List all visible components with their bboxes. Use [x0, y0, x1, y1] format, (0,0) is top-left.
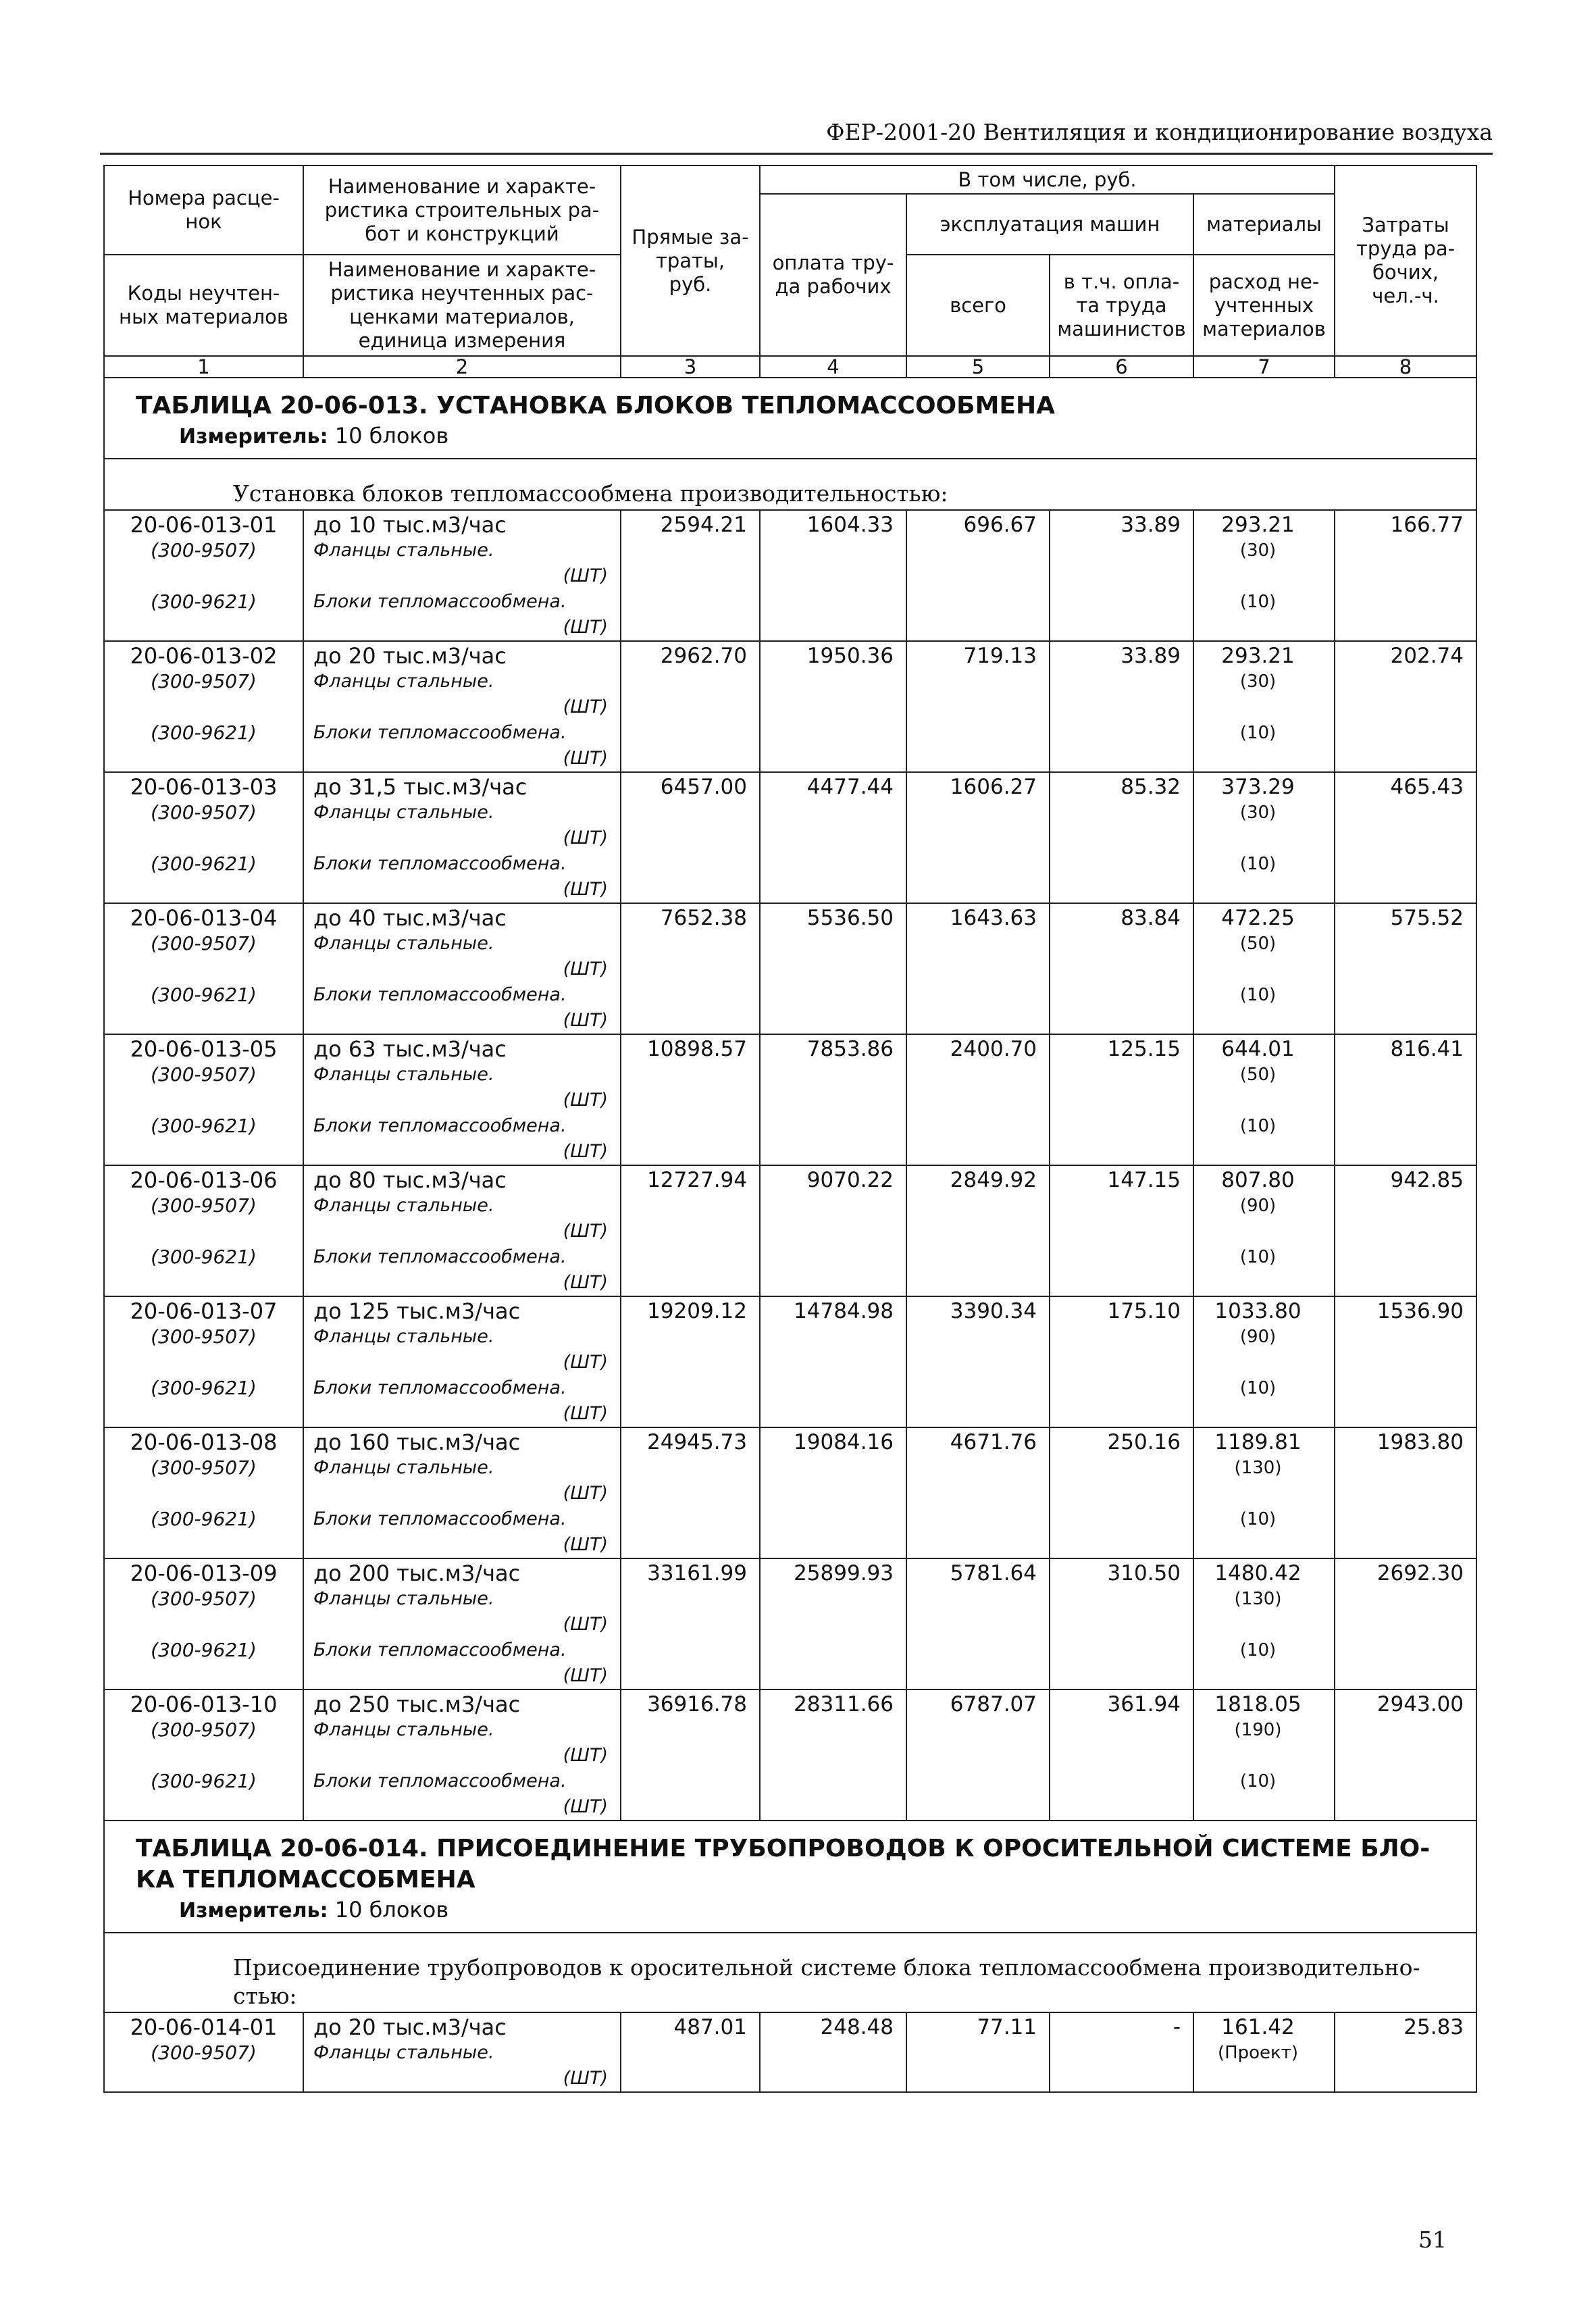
- table14-title: ТАБЛИЦА 20-06-014. ПРИСОЕДИНЕНИЕ ТРУБОПРОВОДОВ К ОРОСИТЕЛЬНОЙ СИСТЕМЕ БЛО- КА ТЕПЛОМАССОБМЕНА: [104, 1821, 1476, 1896]
- work-name-cell: [303, 641, 621, 772]
- table13-measure: Измеритель: 10 блоков: [104, 422, 1476, 459]
- material-name: Блоки тепломассообмена.: [313, 1246, 567, 1267]
- column-number: 7: [1193, 356, 1335, 378]
- direct-cost: 36916.78: [621, 1689, 760, 1821]
- machine-cost: 6787.07: [906, 1689, 1050, 1821]
- machine-cost: 1643.63: [906, 903, 1050, 1034]
- material-unit: (ШТ): [563, 1796, 608, 1817]
- direct-cost: 24945.73: [621, 1427, 760, 1558]
- table14-measure: Измеритель: 10 блоков: [104, 1896, 1476, 1933]
- spacer: [105, 615, 303, 640]
- material-code: (300-9621): [151, 853, 257, 875]
- rate-code: 20-06-013-06: [130, 1167, 278, 1193]
- spacer: [105, 1139, 303, 1165]
- machinist-cost: 85.32: [1050, 772, 1193, 903]
- hdr-col1-top: Номера расце- нок: [104, 166, 303, 255]
- rate-code: 20-06-013-04: [130, 905, 278, 931]
- material-qty: (30): [1239, 671, 1277, 692]
- table13-title: ТАБЛИЦА 20-06-013. УСТАНОВКА БЛОКОВ ТЕПЛОМАССООБМЕНА: [104, 378, 1476, 422]
- spacer: [1194, 563, 1322, 589]
- hdr-incl: В том числе, руб.: [760, 166, 1335, 194]
- rate-code: 20-06-013-08: [130, 1429, 278, 1455]
- spacer: [105, 1743, 303, 1769]
- spacer: [105, 1401, 303, 1427]
- machine-cost: 1606.27: [906, 772, 1050, 903]
- column-number: 3: [621, 356, 760, 378]
- rate-code: 20-06-013-05: [130, 1036, 278, 1062]
- material-code: (300-9507): [151, 1719, 257, 1741]
- labor-cost: 28311.66: [760, 1689, 906, 1821]
- spacer: [105, 1532, 303, 1558]
- material-qty: (10): [1239, 1378, 1277, 1398]
- labor-cost: 5536.50: [760, 903, 906, 1034]
- material-qty: (10): [1239, 1771, 1277, 1791]
- materials-cost: 161.42: [1221, 2015, 1295, 2039]
- table-row: [104, 903, 1476, 1034]
- machinist-cost: 125.15: [1050, 1034, 1193, 1165]
- materials-cost: 1189.81: [1214, 1430, 1302, 1454]
- material-qty: (Проект): [1217, 2043, 1299, 2063]
- material-name: Фланцы стальные.: [313, 802, 494, 823]
- rate-code-cell: [104, 510, 303, 641]
- material-code: (300-9621): [151, 1246, 257, 1268]
- spacer: [105, 1612, 303, 1637]
- rate-code-cell: [104, 903, 303, 1034]
- material-unit: (ШТ): [563, 2068, 608, 2089]
- material-code: (300-9621): [151, 1639, 257, 1661]
- materials-cost: 1033.80: [1214, 1299, 1302, 1323]
- material-code: (300-9621): [151, 1508, 257, 1530]
- labor-hours: 575.52: [1335, 903, 1476, 1034]
- material-name: Блоки тепломассообмена.: [313, 1115, 567, 1136]
- material-code: (300-9507): [151, 932, 257, 955]
- machinist-cost: 250.16: [1050, 1427, 1193, 1558]
- material-code: (300-9507): [151, 1456, 257, 1479]
- machine-cost: 3390.34: [906, 1296, 1050, 1427]
- material-qty: (30): [1239, 540, 1277, 561]
- rate-code-cell: [104, 1689, 303, 1821]
- spacer: [1194, 694, 1322, 720]
- hdr-mach: эксплуатация машин: [906, 194, 1193, 255]
- spacer: [1194, 825, 1322, 851]
- material-qty: (30): [1239, 803, 1277, 823]
- work-name: до 20 тыс.м3/час: [313, 2014, 507, 2040]
- spacer: [1194, 1743, 1322, 1769]
- spacer: [1194, 1088, 1322, 1113]
- material-name: Фланцы стальные.: [313, 1064, 494, 1085]
- spacer: [105, 1794, 303, 1820]
- table-row: [104, 510, 1476, 641]
- materials-cell: [1193, 1558, 1335, 1689]
- labor-cost: 1950.36: [760, 641, 906, 772]
- spacer: [1194, 957, 1322, 982]
- machine-cost: 719.13: [906, 641, 1050, 772]
- material-unit: (ШТ): [563, 959, 608, 980]
- spacer: [105, 877, 303, 903]
- direct-cost: 33161.99: [621, 1558, 760, 1689]
- labor-hours: 2692.30: [1335, 1558, 1476, 1689]
- table-row: [104, 1296, 1476, 1427]
- materials-cost: 373.29: [1221, 775, 1295, 799]
- rate-code-cell: [104, 772, 303, 903]
- material-unit: (ШТ): [563, 828, 608, 848]
- labor-cost: 7853.86: [760, 1034, 906, 1165]
- machine-cost: 2849.92: [906, 1165, 1050, 1296]
- material-code: (300-9507): [151, 670, 257, 692]
- work-name: до 160 тыс.м3/час: [313, 1429, 521, 1455]
- material-unit: (ШТ): [563, 879, 608, 900]
- column-numbers-row: [104, 356, 1476, 378]
- material-name: Фланцы стальные.: [313, 2042, 494, 2063]
- material-qty: (10): [1239, 592, 1277, 612]
- work-name: до 80 тыс.м3/час: [313, 1167, 507, 1193]
- spacer: [105, 694, 303, 720]
- table-row: [104, 1034, 1476, 1165]
- rate-code: 20-06-013-07: [130, 1298, 278, 1324]
- materials-cost: 472.25: [1221, 906, 1295, 930]
- work-name: до 250 тыс.м3/час: [313, 1692, 521, 1717]
- material-code: (300-9507): [151, 2041, 257, 2064]
- material-qty: (50): [1239, 934, 1277, 954]
- material-qty: (90): [1239, 1327, 1277, 1347]
- work-name: до 20 тыс.м3/час: [313, 643, 507, 669]
- rate-code: 20-06-014-01: [130, 2014, 278, 2040]
- direct-cost: 7652.38: [621, 903, 760, 1034]
- hdr-col7: расход не- учтенных материалов: [1193, 255, 1335, 356]
- labor-hours: 202.74: [1335, 641, 1476, 772]
- spacer: [1194, 1481, 1322, 1506]
- labor-hours: 1536.90: [1335, 1296, 1476, 1427]
- column-number: 5: [906, 356, 1050, 378]
- material-qty: (10): [1239, 1116, 1277, 1136]
- rate-code: 20-06-013-03: [130, 774, 278, 800]
- table-row: [104, 2012, 1476, 2092]
- materials-cost: 1480.42: [1214, 1561, 1302, 1585]
- spacer: [1194, 1219, 1322, 1244]
- work-name-cell: [303, 1296, 621, 1427]
- material-code: (300-9621): [151, 1770, 257, 1792]
- table-row: [104, 1558, 1476, 1689]
- spacer: [105, 1219, 303, 1244]
- material-name: Фланцы стальные.: [313, 1588, 494, 1609]
- table-row: [104, 1427, 1476, 1558]
- material-code: (300-9507): [151, 1194, 257, 1217]
- material-name: Блоки тепломассообмена.: [313, 1377, 567, 1398]
- table14-section: Присоединение трубопроводов к оросительной системе блока тепломассообмена производительно- стью:: [104, 1933, 1476, 2012]
- labor-cost: 25899.93: [760, 1558, 906, 1689]
- direct-cost: 487.01: [621, 2012, 760, 2092]
- materials-cell: [1193, 1689, 1335, 1821]
- table13-section: Установка блоков тепломассообмена производительностью:: [104, 459, 1476, 510]
- machinist-cost: 147.15: [1050, 1165, 1193, 1296]
- spacer: [105, 563, 303, 589]
- material-qty: (10): [1239, 854, 1277, 874]
- spacer: [105, 825, 303, 851]
- spacer: [105, 2066, 303, 2091]
- material-unit: (ШТ): [563, 1352, 608, 1373]
- material-unit: (ШТ): [563, 1534, 608, 1555]
- material-name: Блоки тепломассообмена.: [313, 984, 567, 1005]
- material-qty: (10): [1239, 723, 1277, 743]
- work-name-cell: [303, 1034, 621, 1165]
- table-row: [104, 772, 1476, 903]
- material-qty: (50): [1239, 1065, 1277, 1085]
- material-qty: (130): [1234, 1458, 1282, 1478]
- materials-cell: [1193, 1034, 1335, 1165]
- direct-cost: 10898.57: [621, 1034, 760, 1165]
- labor-cost: 14784.98: [760, 1296, 906, 1427]
- materials-cell: [1193, 1296, 1335, 1427]
- rate-code-cell: [104, 1558, 303, 1689]
- material-name: Фланцы стальные.: [313, 1195, 494, 1216]
- work-name: до 63 тыс.м3/час: [313, 1036, 507, 1062]
- spacer: [105, 1481, 303, 1506]
- materials-cell: [1193, 1427, 1335, 1558]
- table-20-06-013: [104, 378, 1476, 1821]
- hdr-col8: Затраты труда ра- бочих, чел.-ч.: [1335, 166, 1476, 356]
- spacer: [105, 746, 303, 771]
- hdr-col2-bottom: Наименование и характе- ристика неучтенных рас- ценками материалов, единица измерения: [303, 255, 621, 356]
- material-code: (300-9621): [151, 1115, 257, 1137]
- material-qty: (90): [1239, 1196, 1277, 1216]
- work-name-cell: [303, 2012, 621, 2092]
- table-row: [104, 1165, 1476, 1296]
- rate-code-cell: [104, 641, 303, 772]
- spacer: [105, 1008, 303, 1034]
- material-unit: (ШТ): [563, 1665, 608, 1686]
- work-name: до 31,5 тыс.м3/час: [313, 774, 527, 800]
- material-qty: (10): [1239, 1509, 1277, 1529]
- spacer: [105, 1088, 303, 1113]
- labor-hours: 166.77: [1335, 510, 1476, 641]
- material-name: Блоки тепломассообмена.: [313, 853, 567, 874]
- hdr-mat: материалы: [1193, 194, 1335, 255]
- hdr-col2-top: Наименование и характе- ристика строительных ра- бот и конструкций: [303, 166, 621, 255]
- material-unit: (ШТ): [563, 1483, 608, 1504]
- work-name: до 10 тыс.м3/час: [313, 512, 507, 538]
- material-qty: (190): [1234, 1720, 1282, 1740]
- material-unit: (ШТ): [563, 748, 608, 769]
- rate-code-cell: [104, 1427, 303, 1558]
- material-code: (300-9507): [151, 801, 257, 823]
- material-name: Блоки тепломассообмена.: [313, 722, 567, 743]
- labor-cost: 1604.33: [760, 510, 906, 641]
- material-code: (300-9507): [151, 539, 257, 561]
- machinist-cost: -: [1050, 2012, 1193, 2092]
- material-unit: (ШТ): [563, 1403, 608, 1424]
- hdr-col1-bottom: Коды неучтен- ных материалов: [104, 255, 303, 356]
- material-unit: (ШТ): [563, 1272, 608, 1293]
- materials-cost: 293.21: [1221, 644, 1295, 668]
- material-qty: (10): [1239, 1640, 1277, 1660]
- rate-code-cell: [104, 1165, 303, 1296]
- rate-code-cell: [104, 1034, 303, 1165]
- material-qty: (10): [1239, 1247, 1277, 1267]
- work-name-cell: [303, 1689, 621, 1821]
- materials-cell: [1193, 903, 1335, 1034]
- spacer: [1194, 1350, 1322, 1375]
- material-unit: (ШТ): [563, 1614, 608, 1635]
- machine-cost: 77.11: [906, 2012, 1050, 2092]
- material-unit: (ШТ): [563, 617, 608, 638]
- machine-cost: 4671.76: [906, 1427, 1050, 1558]
- spacer: [105, 957, 303, 982]
- rate-code: 20-06-013-02: [130, 643, 278, 669]
- page-number: 51: [1418, 2227, 1447, 2253]
- machinist-cost: 175.10: [1050, 1296, 1193, 1427]
- material-unit: (ШТ): [563, 1745, 608, 1766]
- material-unit: (ШТ): [563, 1090, 608, 1111]
- material-code: (300-9507): [151, 1587, 257, 1610]
- materials-cell: [1193, 510, 1335, 641]
- labor-cost: 9070.22: [760, 1165, 906, 1296]
- work-name: до 125 тыс.м3/час: [313, 1298, 521, 1324]
- direct-cost: 2594.21: [621, 510, 760, 641]
- material-name: Блоки тепломассообмена.: [313, 1771, 567, 1791]
- material-name: Фланцы стальные.: [313, 540, 494, 561]
- rate-code-cell: [104, 1296, 303, 1427]
- work-name: до 200 тыс.м3/час: [313, 1560, 521, 1586]
- column-number: 4: [760, 356, 906, 378]
- labor-hours: 2943.00: [1335, 1689, 1476, 1821]
- materials-cost: 807.80: [1221, 1168, 1295, 1192]
- labor-cost: 248.48: [760, 2012, 906, 2092]
- column-number: 8: [1335, 356, 1476, 378]
- spacer: [1194, 2066, 1322, 2091]
- direct-cost: 12727.94: [621, 1165, 760, 1296]
- table-row: [104, 1689, 1476, 1821]
- hdr-col5: всего: [906, 255, 1050, 356]
- labor-cost: 4477.44: [760, 772, 906, 903]
- material-unit: (ШТ): [563, 696, 608, 717]
- direct-cost: 6457.00: [621, 772, 760, 903]
- labor-cost: 19084.16: [760, 1427, 906, 1558]
- labor-hours: 816.41: [1335, 1034, 1476, 1165]
- hdr-col4: оплата тру- да рабочих: [760, 194, 906, 356]
- work-name-cell: [303, 1165, 621, 1296]
- work-name-cell: [303, 903, 621, 1034]
- labor-hours: 465.43: [1335, 772, 1476, 903]
- machine-cost: 2400.70: [906, 1034, 1050, 1165]
- material-name: Фланцы стальные.: [313, 933, 494, 954]
- price-table: [103, 165, 1476, 2093]
- hdr-col3: Прямые за- траты, руб.: [621, 166, 760, 356]
- rate-code: 20-06-013-01: [130, 512, 278, 538]
- header-rule: [100, 153, 1493, 155]
- material-code: (300-9621): [151, 984, 257, 1006]
- labor-hours: 1983.80: [1335, 1427, 1476, 1558]
- work-name-cell: [303, 1427, 621, 1558]
- material-qty: (130): [1234, 1589, 1282, 1609]
- rate-code: 20-06-013-09: [130, 1560, 278, 1586]
- material-unit: (ШТ): [563, 1141, 608, 1162]
- material-unit: (ШТ): [563, 1010, 608, 1031]
- materials-cell: [1193, 641, 1335, 772]
- material-name: Блоки тепломассообмена.: [313, 1640, 567, 1660]
- labor-hours: 942.85: [1335, 1165, 1476, 1296]
- material-qty: (10): [1239, 985, 1277, 1005]
- material-code: (300-9507): [151, 1325, 257, 1348]
- rate-code-cell: [104, 2012, 303, 2092]
- direct-cost: 2962.70: [621, 641, 760, 772]
- machine-cost: 696.67: [906, 510, 1050, 641]
- column-number: 2: [303, 356, 621, 378]
- machinist-cost: 83.84: [1050, 903, 1193, 1034]
- running-header: ФЕР-2001-20 Вентиляция и кондиционирование воздуха: [826, 119, 1493, 145]
- work-name: до 40 тыс.м3/час: [313, 905, 507, 931]
- spacer: [105, 1663, 303, 1689]
- material-code: (300-9621): [151, 590, 257, 613]
- materials-cell: [1193, 1165, 1335, 1296]
- materials-cost: 293.21: [1221, 513, 1295, 537]
- material-name: Блоки тепломассообмена.: [313, 591, 567, 612]
- hdr-col6: в т.ч. опла- та труда машинистов: [1050, 255, 1193, 356]
- materials-cell: [1193, 2012, 1335, 2092]
- machinist-cost: 310.50: [1050, 1558, 1193, 1689]
- material-code: (300-9621): [151, 1377, 257, 1399]
- spacer: [105, 1350, 303, 1375]
- materials-cost: 644.01: [1221, 1037, 1295, 1061]
- labor-hours: 25.83: [1335, 2012, 1476, 2092]
- material-name: Фланцы стальные.: [313, 671, 494, 692]
- material-code: (300-9621): [151, 721, 257, 744]
- material-name: Фланцы стальные.: [313, 1457, 494, 1478]
- material-unit: (ШТ): [563, 565, 608, 586]
- machine-cost: 5781.64: [906, 1558, 1050, 1689]
- material-name: Блоки тепломассообмена.: [313, 1508, 567, 1529]
- direct-cost: 19209.12: [621, 1296, 760, 1427]
- materials-cell: [1193, 772, 1335, 903]
- work-name-cell: [303, 772, 621, 903]
- column-number: 6: [1050, 356, 1193, 378]
- work-name-cell: [303, 510, 621, 641]
- column-number: 1: [104, 356, 303, 378]
- spacer: [1194, 1612, 1322, 1637]
- material-name: Фланцы стальные.: [313, 1719, 494, 1740]
- spacer: [105, 1270, 303, 1296]
- work-name-cell: [303, 1558, 621, 1689]
- machinist-cost: 361.94: [1050, 1689, 1193, 1821]
- materials-cost: 1818.05: [1214, 1692, 1302, 1717]
- table-row: [104, 641, 1476, 772]
- machinist-cost: 33.89: [1050, 641, 1193, 772]
- table-20-06-014: [104, 1821, 1476, 2092]
- material-name: Фланцы стальные.: [313, 1326, 494, 1347]
- machinist-cost: 33.89: [1050, 510, 1193, 641]
- material-unit: (ШТ): [563, 1221, 608, 1242]
- rate-code: 20-06-013-10: [130, 1692, 278, 1717]
- material-code: (300-9507): [151, 1063, 257, 1086]
